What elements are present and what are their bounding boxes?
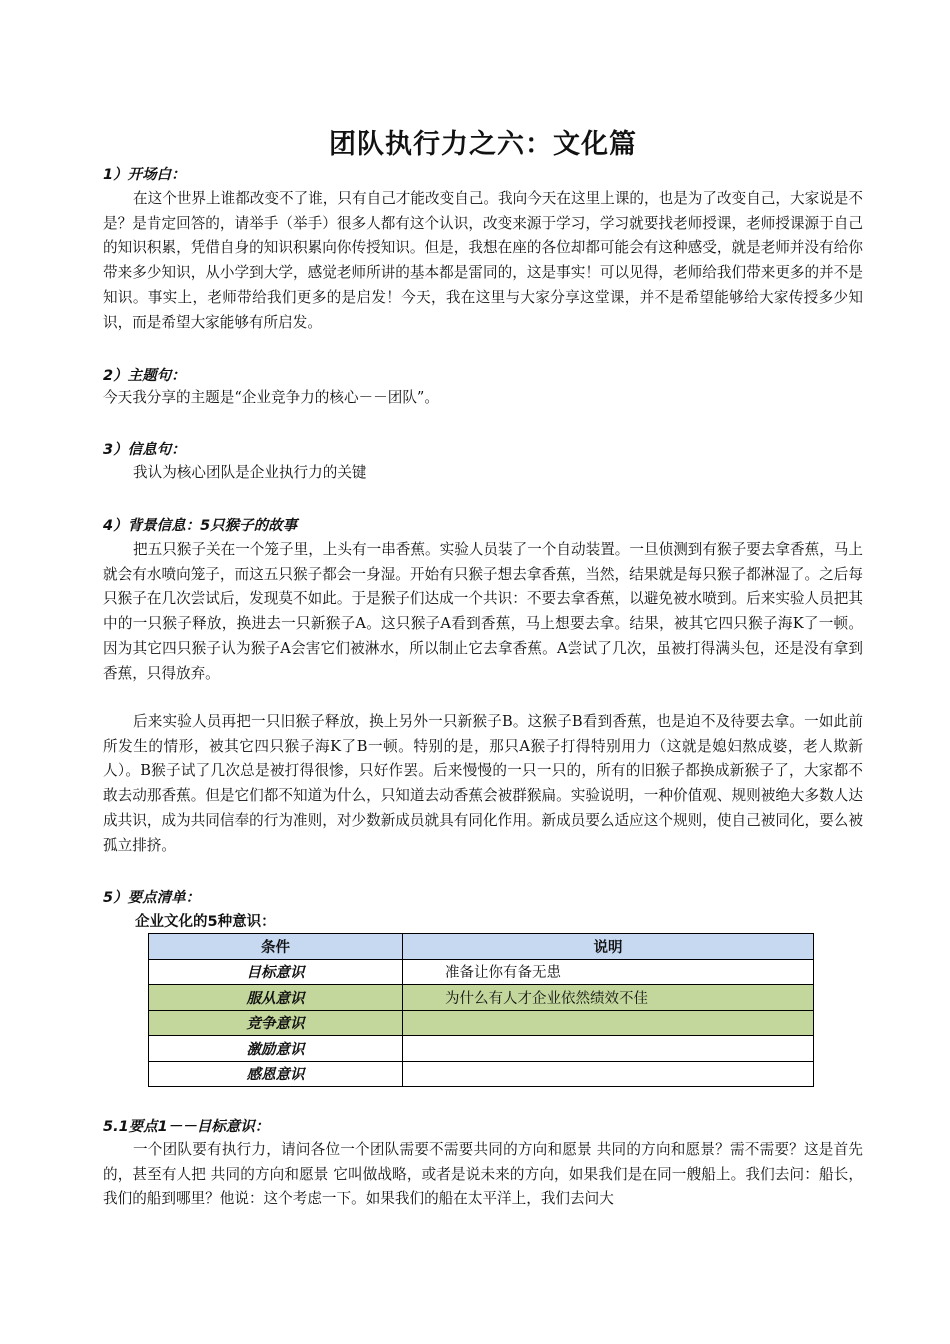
table-row	[149, 1010, 814, 1036]
checklist-heading: 5）要点清单：	[103, 890, 201, 906]
point1-heading: 5.1要点1－－目标意识：	[103, 1119, 270, 1135]
column-header-condition: 条件	[149, 934, 403, 960]
culture-awareness-table	[148, 933, 814, 1087]
description-cell	[403, 1036, 814, 1062]
theme-paragraph: 今天我分享的主题是“企业竞争力的核心－－团队”。	[103, 389, 439, 406]
condition-cell: 服从意识	[149, 985, 403, 1011]
table-row	[149, 985, 814, 1011]
background-heading: 4）背景信息：5只猴子的故事	[103, 518, 298, 534]
theme-heading: 2）主题句：	[103, 368, 186, 384]
description-cell: 为什么有人才企业依然绩效不佳	[403, 985, 814, 1011]
condition-cell: 竞争意识	[149, 1010, 403, 1036]
message-paragraph: 我认为核心团队是企业执行力的关键	[133, 464, 367, 481]
point1-paragraph: 一个团队要有执行力，请问各位一个团队需要不需要共同的方向和愿景 共同的方向和愿景？需不需要？这是首先的，甚至有人把 共同的方向和愿景 它叫做战略，或者是说未来的方向，如果我们是在同一艘船上。我们去问：船长，我们的船到哪里？他说：这个考虑一下。如果我们的船在太平洋上，我们去问大	[103, 1141, 863, 1208]
condition-cell: 目标意识	[149, 959, 403, 985]
background-paragraph-1: 把五只猴子关在一个笼子里，上头有一串香蕉。实验人员装了一个自动装置。一旦侦测到有猴子要去拿香蕉，马上就会有水喷向笼子，而这五只猴子都会一身湿。开始有只猴子想去拿香蕉，当然，结果就是每只猴子都淋湿了。之后每只猴子在几次尝试后，发现莫不如此。于是猴子们达成一个共识：不要去拿香蕉，以避免被水喷到。后来实验人员把其中的一只猴子释放，换进去一只新猴子A。这只猴子A看到香蕉，马上想要去拿。结果，被其它四只猴子海K了一顿。因为其它四只猴子认为猴子A会害它们被淋水，所以制止它去拿香蕉。A尝试了几次，虽被打得满头包，还是没有拿到香蕉，只得放弃。	[103, 541, 863, 682]
column-header-description: 说明	[403, 934, 814, 960]
opening-heading: 1）开场白：	[103, 167, 186, 183]
condition-cell: 激励意识	[149, 1036, 403, 1062]
table-header-row	[149, 934, 814, 960]
background-paragraph-2: 后来实验人员再把一只旧猴子释放，换上另外一只新猴子B。这猴子B看到香蕉，也是迫不及待要去拿。一如此前所发生的情形，被其它四只猴子海K了B一顿。特别的是，那只A猴子打得特别用力（这就是媳妇熬成婆，老人欺新人）。B猴子试了几次总是被打得很惨，只好作罢。后来慢慢的一只一只的，所有的旧猴子都换成新猴子了，大家都不敢去动那香蕉。但是它们都不知道为什么，只知道去动香蕉会被群猴扁。实验说明，一种价值观、规则被绝大多数人达成共识，成为共同信奉的行为准则，对少数新成员就具有同化作用。新成员要么适应这个规则，使自己被同化，要么被孤立排挤。	[103, 713, 863, 854]
table-row	[149, 959, 814, 985]
checklist-caption: 企业文化的5种意识：	[135, 914, 276, 930]
table-row	[149, 1061, 814, 1087]
message-heading: 3）信息句：	[103, 442, 186, 458]
opening-paragraph: 在这个世界上谁都改变不了谁，只有自己才能改变自己。我向今天在这里上课的，也是为了改变自己，大家说是不是？是肯定回答的，请举手（举手）很多人都有这个认识，改变来源于学习，学习就要找老师授课，老师授课源于自己的知识积累，凭借自身的知识积累向你传授知识。但是，我想在座的各位却都可能会有这种感受，就是老师并没有给你带来多少知识，从小学到大学，感觉老师所讲的基本都是雷同的，这是事实！可以见得，老师给我们带来更多的并不是知识。事实上，老师带给我们更多的是启发！今天，我在这里与大家分享这堂课，并不是希望能够给大家传授多少知识，而是希望大家能够有所启发。	[103, 190, 863, 331]
page-title: 团队执行力之六：文化篇	[329, 129, 637, 160]
description-cell	[403, 1010, 814, 1036]
description-cell	[403, 1061, 814, 1087]
table-row	[149, 1036, 814, 1062]
description-cell: 准备让你有备无患	[403, 959, 814, 985]
condition-cell: 感恩意识	[149, 1061, 403, 1087]
